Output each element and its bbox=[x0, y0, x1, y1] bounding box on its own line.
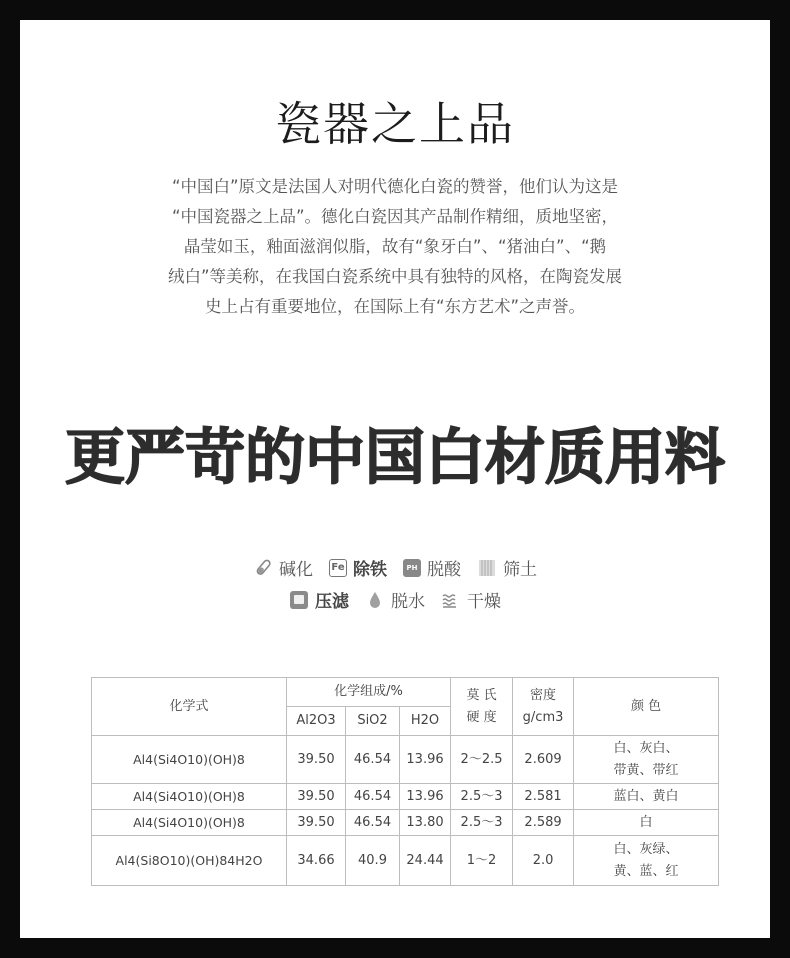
header-h2o: H2O bbox=[400, 707, 451, 736]
color-cell bbox=[574, 736, 719, 784]
h2o-cell: 13.80 bbox=[400, 810, 451, 836]
paragraph-line: 晶莹如玉，釉面滋润似脂，故有“象牙白”、“猪油白”、“鹅 bbox=[183, 237, 607, 256]
material-headline: 更严苛的中国白材质用料 bbox=[65, 423, 725, 493]
formula-cell: Al4(Si4O10)(OH)8 bbox=[92, 736, 287, 784]
test-tube-icon bbox=[253, 558, 273, 578]
paragraph-line: 史上占有重要地位，在国际上有“东方艺术”之声誉。 bbox=[204, 297, 586, 316]
process-step-deacidify bbox=[403, 555, 461, 580]
header-color: 颜 色 bbox=[574, 678, 719, 736]
process-step-label: 碱化 bbox=[279, 560, 313, 580]
table-row bbox=[92, 836, 719, 886]
header-al2o3: Al2O3 bbox=[287, 707, 346, 736]
process-step-label: 筛土 bbox=[503, 560, 537, 580]
formula-cell: Al4(Si4O10)(OH)8 bbox=[92, 784, 287, 810]
header-density bbox=[513, 678, 574, 736]
sio2-cell: 46.54 bbox=[346, 784, 400, 810]
color-cell: 蓝白、黄白 bbox=[574, 784, 719, 810]
header-density-line: 密度 bbox=[530, 687, 557, 703]
paragraph-line: 绒白”等美称，在我国白瓷系统中具有独特的风格，在陶瓷发展 bbox=[167, 267, 623, 286]
h2o-cell: 13.96 bbox=[400, 784, 451, 810]
header-hardness-line: 硬 度 bbox=[466, 709, 497, 725]
header-density-line: g/cm3 bbox=[522, 709, 564, 725]
sio2-cell: 46.54 bbox=[346, 810, 400, 836]
color-line: 白、灰白、 bbox=[613, 740, 679, 756]
formula-cell: Al4(Si8O10)(OH)84H2O bbox=[92, 836, 287, 886]
fe-icon: Fe bbox=[329, 559, 347, 577]
color-cell bbox=[574, 836, 719, 886]
page-title: 瓷器之上品 bbox=[275, 97, 515, 151]
hardness-cell: 2.5～3 bbox=[451, 784, 513, 810]
header-hardness-line: 莫 氏 bbox=[466, 687, 497, 703]
header-sio2: SiO2 bbox=[346, 707, 400, 736]
table-row bbox=[92, 810, 719, 836]
density-cell: 2.0 bbox=[513, 836, 574, 886]
process-steps-row-1 bbox=[20, 555, 770, 580]
heat-waves-icon bbox=[441, 590, 461, 610]
table-header-row bbox=[92, 678, 719, 707]
color-line: 黄、蓝、红 bbox=[613, 863, 679, 879]
density-cell: 2.609 bbox=[513, 736, 574, 784]
al2o3-cell: 39.50 bbox=[287, 784, 346, 810]
process-step-label: 脱水 bbox=[391, 592, 425, 612]
process-step-label: 干燥 bbox=[467, 592, 501, 612]
ph-icon: PH bbox=[403, 559, 421, 577]
process-step-dehydrate bbox=[365, 587, 425, 612]
density-cell: 2.581 bbox=[513, 784, 574, 810]
color-cell: 白 bbox=[574, 810, 719, 836]
color-line: 带黄、带红 bbox=[613, 762, 679, 778]
formula-cell: Al4(Si4O10)(OH)8 bbox=[92, 810, 287, 836]
sio2-cell: 40.9 bbox=[346, 836, 400, 886]
process-steps-row-2 bbox=[20, 587, 770, 612]
al2o3-cell: 34.66 bbox=[287, 836, 346, 886]
al2o3-cell: 39.50 bbox=[287, 736, 346, 784]
hardness-cell: 2.5～3 bbox=[451, 810, 513, 836]
hardness-cell: 2～2.5 bbox=[451, 736, 513, 784]
composition-table bbox=[91, 677, 719, 886]
process-step-label: 脱酸 bbox=[427, 560, 461, 580]
h2o-cell: 24.44 bbox=[400, 836, 451, 886]
process-step-iron-removal bbox=[329, 555, 387, 580]
header-formula: 化学式 bbox=[92, 678, 287, 736]
paragraph-line: “中国瓷器之上品”。德化白瓷因其产品制作精细，质地坚密， bbox=[171, 207, 619, 226]
density-cell: 2.589 bbox=[513, 810, 574, 836]
header-composition: 化学组成/% bbox=[287, 678, 451, 707]
paragraph-line: “中国白”原文是法国人对明代德化白瓷的赞誉，他们认为这是 bbox=[171, 177, 619, 196]
color-line: 白、灰绿、 bbox=[613, 841, 679, 857]
process-step-label: 除铁 bbox=[353, 560, 387, 580]
water-drop-icon bbox=[365, 590, 385, 610]
process-step-alkalize bbox=[253, 555, 313, 580]
table-row bbox=[92, 736, 719, 784]
content-panel bbox=[20, 20, 770, 938]
al2o3-cell: 39.50 bbox=[287, 810, 346, 836]
intro-paragraph bbox=[138, 172, 652, 322]
process-step-label: 压滤 bbox=[315, 592, 349, 612]
table-row bbox=[92, 784, 719, 810]
h2o-cell: 13.96 bbox=[400, 736, 451, 784]
process-step-dry bbox=[441, 587, 501, 612]
hardness-cell: 1～2 bbox=[451, 836, 513, 886]
process-step-sieve bbox=[477, 555, 537, 580]
press-filter-icon bbox=[289, 590, 309, 610]
header-hardness bbox=[451, 678, 513, 736]
process-step-press-filter bbox=[289, 587, 349, 612]
sio2-cell: 46.54 bbox=[346, 736, 400, 784]
sieve-icon bbox=[477, 558, 497, 578]
